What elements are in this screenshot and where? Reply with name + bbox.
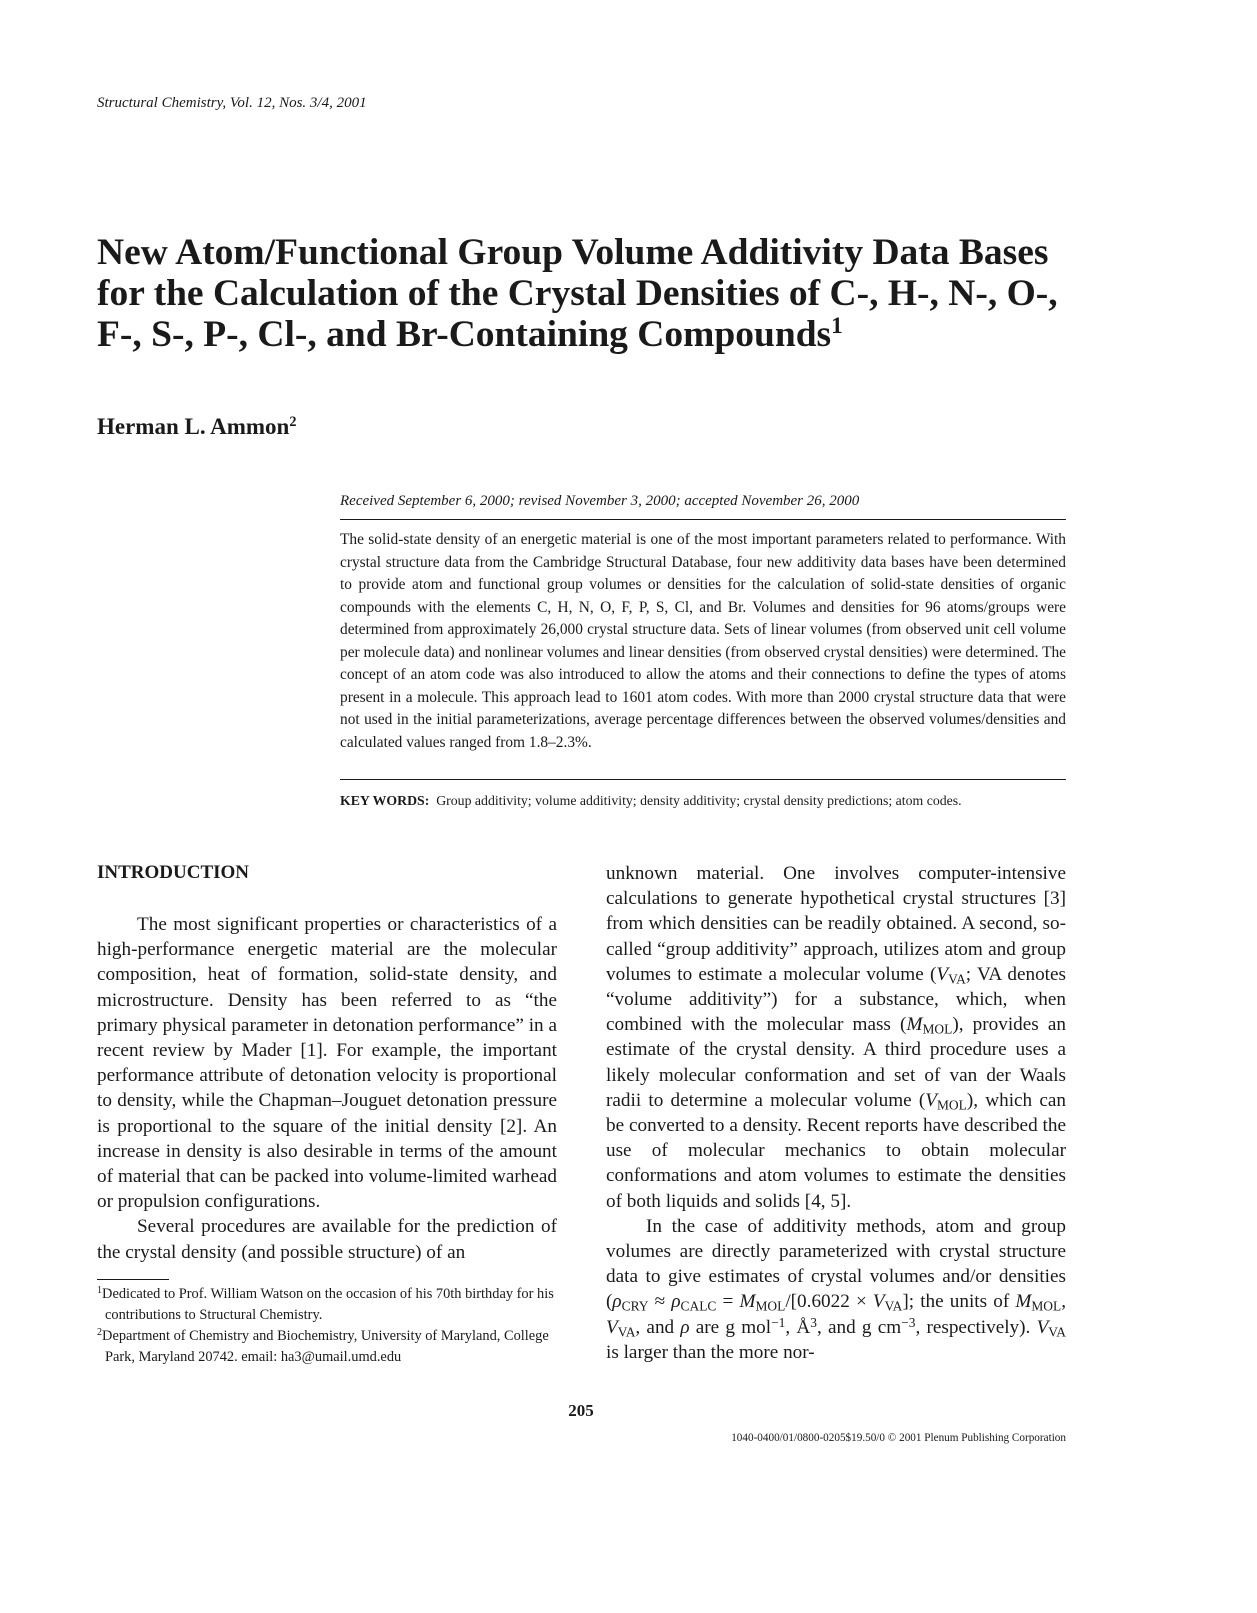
- received-dates: Received September 6, 2000; revised November 3, 2000; accepted November 26, 2000: [340, 493, 860, 509]
- abstract-bottom-rule: [340, 779, 1066, 780]
- journal-citation: Structural Chemistry, Vol. 12, Nos. 3/4, 2001: [97, 95, 367, 111]
- article-title: [97, 232, 1097, 355]
- column-right: [606, 861, 1066, 1365]
- intro-paragraph-2: Several procedures are available for the prediction of the crystal density (and possible structure) of an: [97, 1216, 557, 1263]
- section-heading-introduction: INTRODUCTION: [97, 862, 250, 883]
- abstract-top-rule: [340, 519, 1066, 520]
- author-footnote-mark[interactable]: 2: [289, 414, 297, 431]
- title-line-3: F-, S-, P-, Cl-, and Br-Containing Compounds$^1$: [97, 313, 843, 355]
- title-footnote-mark[interactable]: 1: [831, 313, 843, 340]
- intro-paragraph-2-continued: unknown material. One involves computer-intensive calculations to generate hypothetical crystal structures [3] from which densities can be readily obtained. A second, so-called “group additivity” approach, utilizes atom and group volumes to estimate a molecular volume ($V_{VA}$; VA denotes “volume additivity”) for a substance, which, when combined with the molecular mass $(M_{MOL})$, provides an estimate of the crystal density. A third procedure uses a likely molecular conformation and set of van der Waals radii to determine a molecular volume $(V_{MOL})$, which can be converted to a density. Recent reports have described the use of molecular mechanics to obtain molecular conformations and atom volumes to estimate the densities of both liquids and solids [4, 5].: [606, 863, 1066, 1212]
- author-name: Herman L. Ammon$^2$: [97, 414, 297, 439]
- abstract: The solid-state density of an energetic material is one of the most important parameters related to performance. With crystal structure data from the Cambridge Structural Database, four new additivity data bases have been determined to provide atom and functional group volumes or densities for the calculation of solid-state densities of organic compounds with the elements C, H, N, O, F, P, S, Cl, and Br. Volumes and densities for 96 atoms/groups were determined from approximately 26,000 crystal structure data. Sets of linear volumes (from observed unit cell volume per molecule data) and nonlinear volumes and linear densities (from observed crystal densities) were determined. The concept of an atom code was also introduced to allow the atoms and their connections to define the types of atoms present in a molecule. This approach lead to 1601 atom codes. With more than 2000 crystal structure data that were not used in the initial parameterizations, average percentage differences between the observed volumes/densities and calculated values ranged from 1.8–2.3%.: [340, 531, 1066, 751]
- intro-paragraph-3: In the case of additivity methods, atom and group volumes are directly parameterized with crystal structure data to give estimates of crystal volumes and/or densities ($\rho_{CRY} \approx \rho_{CALC} = M_{MOL}/[0.6022 \times V_{VA}]$; the units of $M_{MOL}$, $V_{VA}$, and ρ are g mol$^{-1}$, $Å^3$, and g $cm^{-3}$, respectively). $V_{VA}$ is larger than the more nor-: [606, 1215, 1067, 1363]
- keywords-label: KEY WORDS:: [340, 793, 430, 808]
- intro-paragraph-1: The most significant properties or characteristics of a high-performance energetic material are the molecular composition, heat of formation, solid-state density, and microstructure. Density has been referred to as “the primary physical parameter in detonation performance” in a recent review by Mader [1]. For example, the important performance attribute of detonation velocity is proportional to density, while the Chapman–Jouguet detonation pressure is proportional to the square of the initial density [2]. An increase in density is also desirable in terms of the amount of material that can be packed into volume-limited warhead or propulsion configurations.: [97, 914, 557, 1213]
- copyright-line: 1040-0400/01/0800-0205$19.50/0 © 2001 Plenum Publishing Corporation: [731, 1432, 1066, 1444]
- keywords-text: Group additivity; volume additivity; density additivity; crystal density predictions; atom codes.: [436, 793, 962, 808]
- footnote-2: $^2$Department of Chemistry and Biochemistry, University of Maryland, College Park, Maryland 20742. email: ha3@umail.umd.edu: [97, 1326, 549, 1365]
- column-left: [97, 912, 557, 1265]
- page-number: 205: [568, 1401, 594, 1420]
- footnotes: [97, 1284, 557, 1368]
- footnote-1: $^1$Dedicated to Prof. William Watson on the occasion of his 70th birthday for his contributions to Structural Chemistry.: [97, 1284, 554, 1323]
- footnote-rule: [97, 1279, 169, 1280]
- title-line-2: for the Calculation of the Crystal Densities of C-, H-, N-, O-,: [97, 273, 1058, 314]
- keywords: [340, 793, 1066, 809]
- title-line-1: New Atom/Functional Group Volume Additivity Data Bases: [97, 232, 1049, 273]
